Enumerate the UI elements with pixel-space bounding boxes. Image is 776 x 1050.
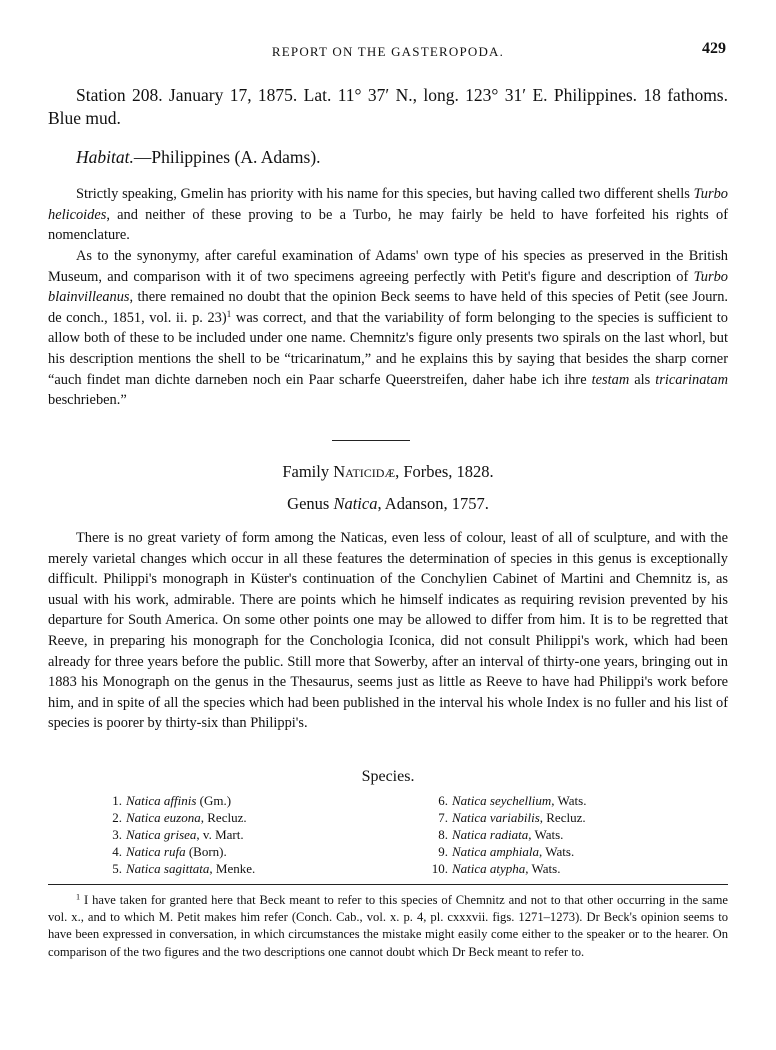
footnote-text: I have taken for granted here that Beck meant to refer to this species of Chemnitz and not to that other occurring in the same vol. x., and to which M. Petit makes him refer (Conch. Cab., vol. x. p. 4, pl. cxxxvii. figs. 1271–1273). Dr Beck's opinion seems to have been expressed in conversation, in which circumstances the mistake might easily come either to the speaker or to the hearer. On comparison of the two figures and the two descriptions one cannot doubt which Dr Beck meant to refer to. — [48, 893, 728, 959]
species-item — [104, 860, 255, 877]
heading-text: Family — [282, 462, 334, 481]
species-author: , v. Mart. — [196, 827, 244, 842]
species-author: , Wats. — [539, 844, 575, 859]
species-number: 2. — [112, 810, 122, 825]
species-item — [430, 826, 586, 843]
species-item — [104, 826, 255, 843]
species-author: , Wats. — [525, 861, 561, 876]
species-name: Natica grisea — [126, 827, 197, 842]
species-item — [104, 792, 255, 809]
species-item — [430, 792, 586, 809]
footnote — [48, 892, 728, 961]
species-item — [104, 809, 255, 826]
species-number: 10. — [431, 861, 448, 876]
paragraph-text: beschrieben.” — [48, 392, 127, 409]
footnote-divider — [48, 884, 728, 885]
species-item — [430, 809, 586, 826]
page-number: 429 — [702, 40, 726, 57]
species-number: 5. — [112, 861, 122, 876]
heading-text: , Forbes, 1828. — [395, 462, 494, 481]
family-name: Naticidæ — [333, 462, 396, 481]
species-item — [104, 843, 255, 860]
species-name: Natica sagittata — [126, 861, 210, 876]
species-name: Natica rufa — [126, 844, 186, 859]
species-number: 1. — [112, 793, 122, 808]
species-name: Natica seychellium — [452, 793, 552, 808]
species-author: , Recluz. — [539, 810, 586, 825]
species-number: 9. — [438, 844, 448, 859]
latin-term: tricarinatam — [655, 371, 728, 388]
family-heading — [0, 462, 776, 482]
habitat-text: —Philippines (A. Adams). — [133, 147, 321, 167]
paragraph-text: Strictly speaking, Gmelin has priority with his name for this species, but having called two different shells — [76, 186, 694, 202]
paragraph-text: als — [629, 371, 656, 388]
species-author: , Recluz. — [200, 810, 247, 825]
taxon-name: Turbo helicoides — [48, 186, 728, 223]
species-item — [430, 860, 586, 877]
species-item — [430, 843, 586, 860]
species-author: , Wats. — [551, 793, 587, 808]
habitat-line — [76, 147, 321, 168]
taxon-name: Turbo blainvilleanus — [48, 268, 728, 306]
species-number: 6. — [438, 793, 448, 808]
paragraph-text: was correct, and that the variability of form belonging to the species is sufficient to allow both of these to be included under one name. Chemnitz's figure only presents two spirals on the last whorl, but his description mentions the shell to be “tricarinatum,” and he explains this by saying that besides the sharp corner “auch findet man dichte darneben noch ein Paar scharfe Queerstreifen, daher habe ich ihre — [48, 309, 728, 388]
species-author: , Menke. — [209, 861, 256, 876]
footnote-marker: 1 — [76, 892, 81, 902]
paragraph-text: As to the synonymy, after careful examination of Adams' own type of his species as preserved in the British Museum, and comparison with it of two specimens agreeing perfectly with Petit's figure and description of — [48, 248, 728, 285]
species-list-right — [430, 792, 586, 877]
heading-text: , Adanson, 1757. — [377, 494, 489, 513]
footnote-reference: 1 — [226, 309, 232, 320]
species-name: Natica variabilis — [452, 810, 540, 825]
species-name: Natica radiata — [452, 827, 529, 842]
species-number: 7. — [438, 810, 448, 825]
species-number: 4. — [112, 844, 122, 859]
genus-heading — [0, 494, 776, 514]
species-number: 3. — [112, 827, 122, 842]
species-name: Natica amphiala — [452, 844, 540, 859]
species-title: Species. — [361, 768, 415, 785]
latin-term: testam — [591, 371, 630, 388]
paragraph-text: , there remained no doubt that the opinion Beck seems to have held of this species of Petit (see Journ. de conch., 1851, vol. ii. p. 23) — [48, 289, 728, 326]
station-record: Station 208. January 17, 1875. Lat. 11° 37′ N., long. 123° 31′ E. Philippines. 18 fathoms. Blue mud. — [48, 85, 728, 128]
species-name: Natica atypha — [452, 861, 526, 876]
paragraph-naticas: There is no great variety of form among the Naticas, even less of colour, least of all of sculpture, and with the merely varietal changes which occur in all these features the determination of species in this genus is exceptionally difficult. Philippi's monograph in Küster's continuation of the Conchylien Cabinet of Martini and Chemnitz is, as usual with his work, admirable. There are points which he himself indicates as requiring revision prevented by his departure for South America. On some other points one may be allowed to differ from him. It is to be regretted that Reeve, in preparing his monograph for the Conchologia Iconica, did not consult Philippi's work, which had been already for three years before the public. Still more that Sowerby, after an interval of thirty-one years, bringing out in 1883 his Monograph on the genus in the Thesaurus, seems just as little as Reeve to have had Philippi's work before him, and in spite of all the species which had been published in the interval his whole Index is no fuller and his list of species is poorer by thirty-six than Philippi's. — [48, 530, 728, 732]
species-author: (Born). — [185, 844, 227, 859]
paragraph-priority — [48, 184, 728, 246]
heading-text: Genus — [287, 494, 334, 513]
species-name: Natica affinis — [126, 793, 197, 808]
species-name: Natica euzona — [126, 810, 201, 825]
species-number: 8. — [438, 827, 448, 842]
habitat-label: Habitat. — [76, 147, 134, 167]
paragraph-synonymy — [48, 246, 728, 411]
species-author: , Wats. — [528, 827, 564, 842]
species-list-left — [104, 792, 255, 877]
section-divider — [332, 440, 410, 441]
genus-name: Natica — [333, 494, 378, 513]
species-author: (Gm.) — [196, 793, 232, 808]
paragraph-text: , and neither of these proving to be a Turbo, he may fairly be held to have forfeited his rights of nomenclature. — [48, 206, 728, 244]
running-header: REPORT ON THE GASTEROPODA. — [271, 44, 505, 59]
